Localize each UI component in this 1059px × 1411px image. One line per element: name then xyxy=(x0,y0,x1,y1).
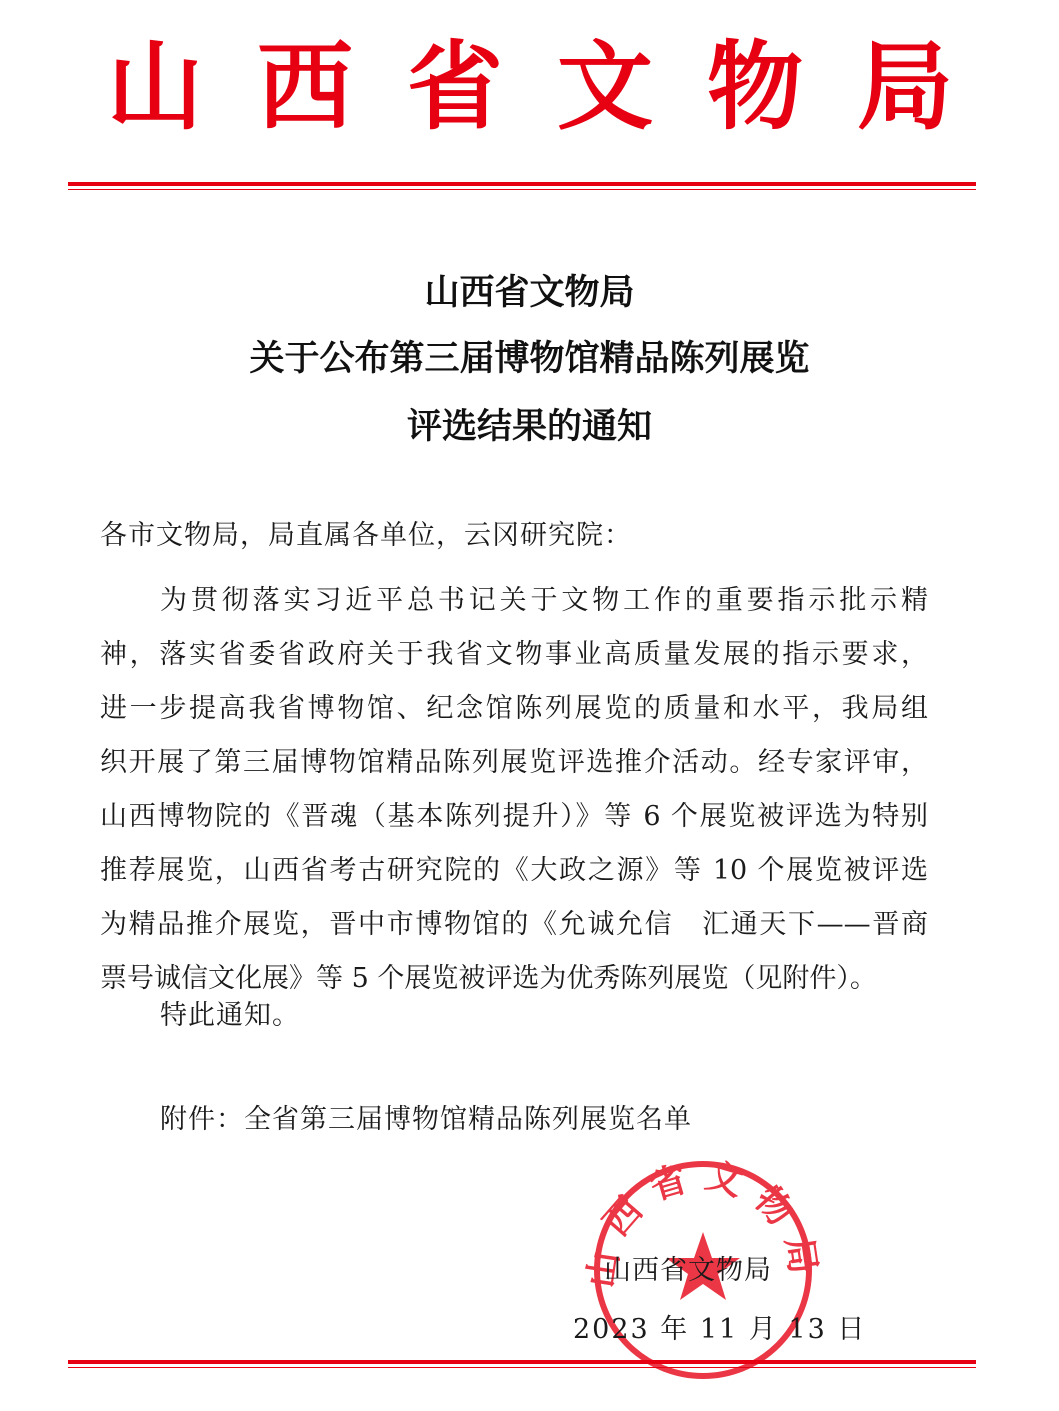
document-title-line-1: 山西省文物局 xyxy=(424,273,635,313)
footer-divider-thin xyxy=(68,1367,976,1368)
letterhead-char: 山 xyxy=(107,31,203,143)
letterhead-char: 文 xyxy=(557,31,653,143)
body-line: 神，落实省委省政府关于我省文物事业高质量发展的指示要求， xyxy=(100,639,928,670)
letterhead-char: 省 xyxy=(407,31,503,143)
signature-organization: 山西省文物局 xyxy=(604,1255,772,1286)
closing-text: 特此通知。 xyxy=(160,1000,300,1031)
letterhead xyxy=(90,22,970,152)
document-title-line-2: 关于公布第三届博物馆精品陈列展览 xyxy=(249,339,810,379)
document-title-line-3: 评选结果的通知 xyxy=(406,407,652,447)
body-line: 为贯彻落实习近平总书记关于文物工作的重要指示批示精 xyxy=(160,585,928,616)
body-line: 织开展了第三届博物馆精品陈列展览评选推介活动。经专家评审， xyxy=(100,747,928,778)
body-line: 为精品推介展览，晋中市博物馆的《允诚允信 汇通天下——晋商 xyxy=(100,909,928,940)
header-divider-thick xyxy=(68,182,976,186)
body-line: 推荐展览，山西省考古研究院的《大政之源》等 10 个展览被评选 xyxy=(100,855,928,886)
header-divider-thin xyxy=(68,189,976,190)
body-line: 票号诚信文化展》等 5 个展览被评选为优秀陈列展览（见附件）。 xyxy=(100,963,877,994)
attachment-note: 附件：全省第三届博物馆精品陈列展览名单 xyxy=(160,1104,692,1135)
letterhead-char: 物 xyxy=(707,31,803,143)
footer-divider-thick xyxy=(68,1360,976,1364)
issue-date: 2023 年 11 月 13 日 xyxy=(573,1314,867,1345)
letterhead-char: 局 xyxy=(857,31,953,143)
salutation: 各市文物局，局直属各单位，云冈研究院： xyxy=(100,520,632,551)
body-line: 进一步提高我省博物馆、纪念馆陈列展览的质量和水平，我局组 xyxy=(100,693,928,724)
letterhead-char: 西 xyxy=(257,31,353,143)
seal-text: 山西省文物局 xyxy=(580,1155,826,1291)
body-line: 山西博物院的《晋魂（基本陈列提升）》等 6 个展览被评选为特别 xyxy=(100,801,928,832)
